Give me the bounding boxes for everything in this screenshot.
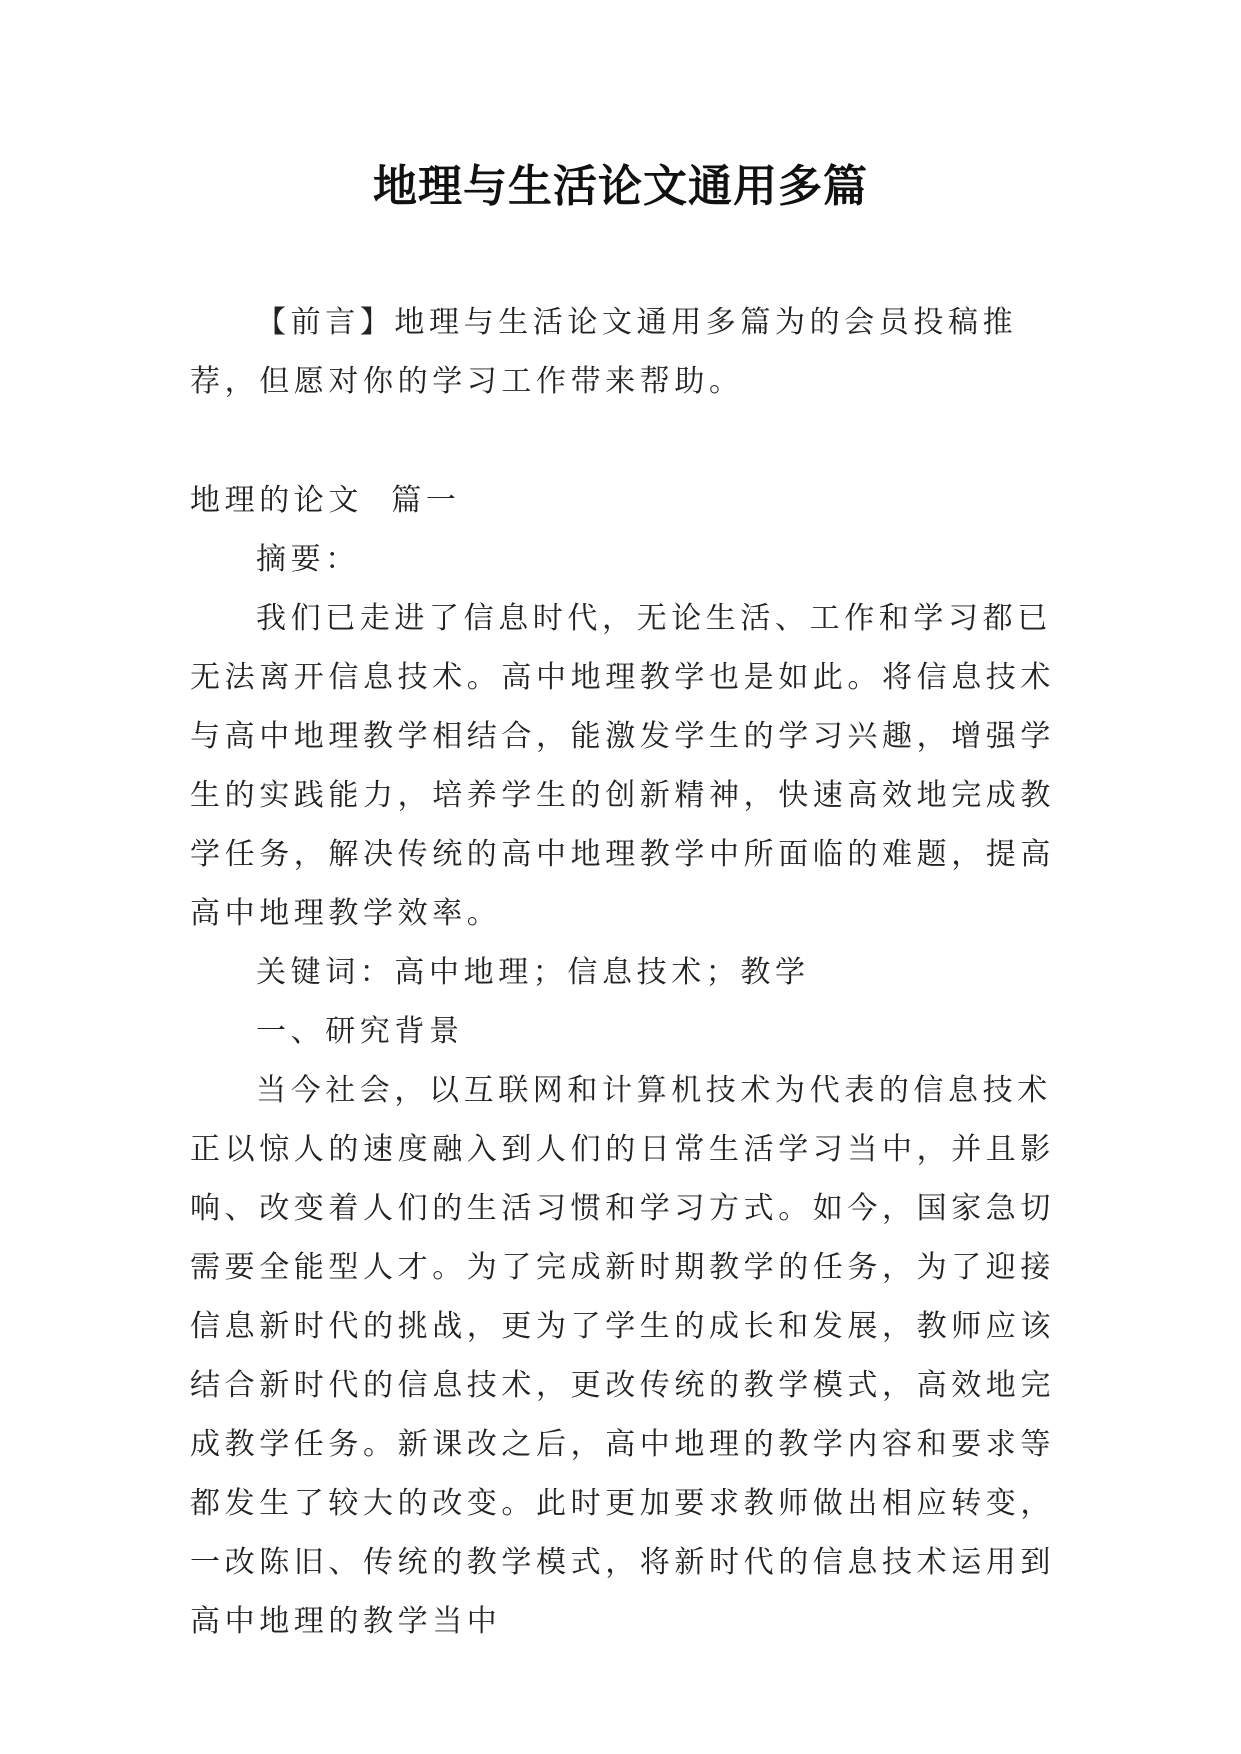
document-body [190, 293, 1058, 1651]
preface-paragraph: 【前言】地理与生活论文通用多篇为的会员投稿推荐，但愿对你的学习工作带来帮助。 [190, 305, 1018, 399]
abstract-label: 摘要： [256, 542, 360, 577]
background-paragraph: 当今社会，以互联网和计算机技术为代表的信息技术正以惊人的速度融入到人们的日常生活学习当中，并且影响、改变着人们的生活习惯和学习方式。如今，国家急切需要全能型人才。为了完成新时期教学的任务，为了迎接信息新时代的挑战，更为了学生的成长和发展，教师应该结合新时代的信息技术，更改传统的教学模式，高效地完成教学任务。新课改之后，高中地理的教学内容和要求等都发生了较大的改变。此时更加要求教师做出相应转变，一改陈旧、传统的教学模式，将新时代的信息技术运用到高中地理的教学当中 [190, 1073, 1055, 1639]
spacer [190, 411, 1058, 471]
subheading-research-background: 一、研究背景 [256, 1014, 464, 1049]
abstract-paragraph: 我们已走进了信息时代，无论生活、工作和学习都已无法离开信息技术。高中地理教学也是如此。将信息技术与高中地理教学相结合，能激发学生的学习兴趣，增强学生的实践能力，培养学生的创新精神，快速高效地完成教学任务，解决传统的高中地理教学中所面临的难题，提高高中地理教学效率。 [190, 601, 1055, 931]
section-heading: 地理的论文 篇一 [190, 483, 461, 518]
keywords-line: 关键词：高中地理；信息技术；教学 [256, 955, 810, 990]
document-title: 地理与生活论文通用多篇 [373, 161, 868, 212]
